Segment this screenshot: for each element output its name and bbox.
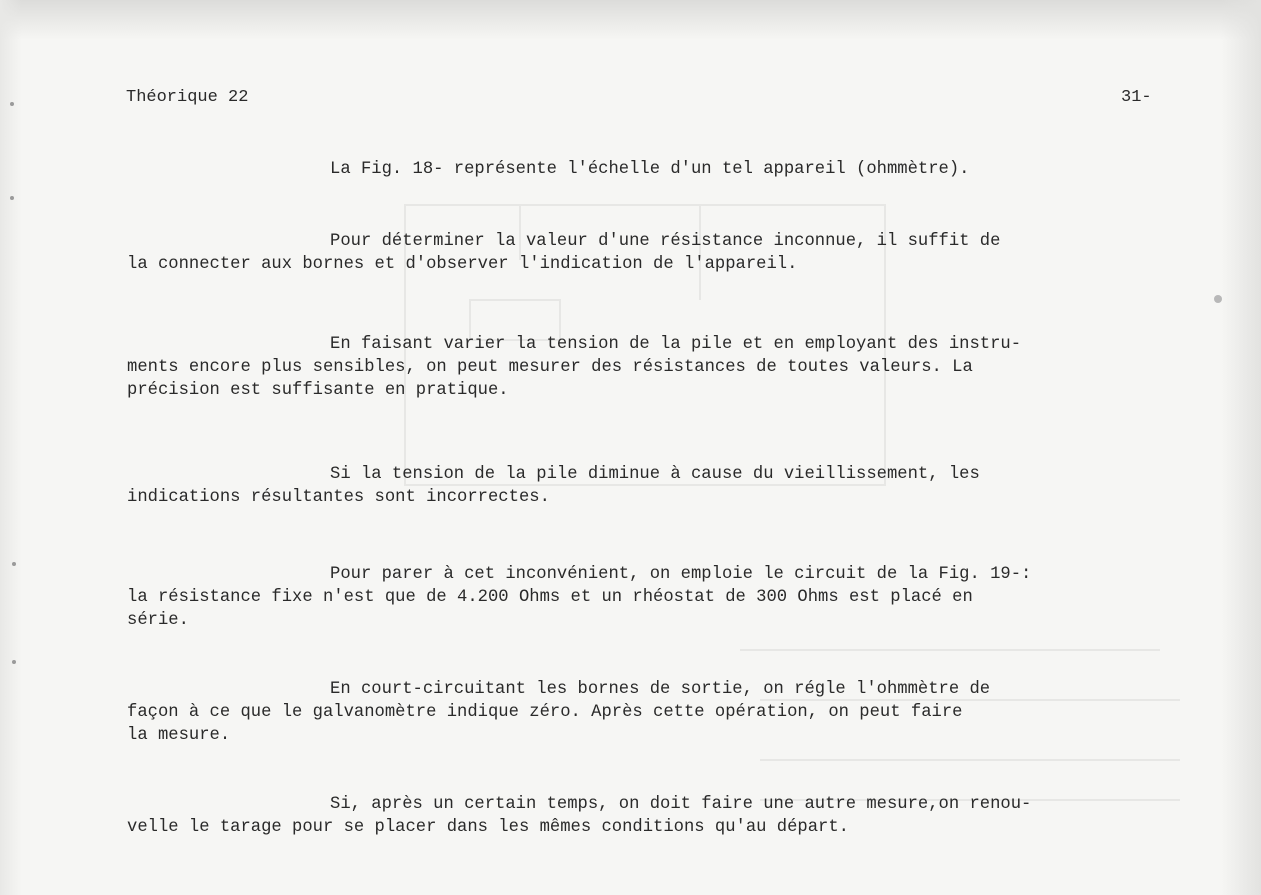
paragraph: Si la tension de la pile diminue à cause du vieillissement, les indications résultantes sont incorrectes. [127, 465, 980, 507]
page-blemish [1214, 295, 1222, 303]
margin-speck [10, 196, 14, 200]
margin-speck [12, 660, 16, 664]
paragraph: En faisant varier la tension de la pile et en employant des instru- ments encore plus sensibles, on peut mesurer des résistances de toutes valeurs. La précision est suffisante en pratique. [127, 335, 1022, 400]
margin-speck [12, 562, 16, 566]
margin-speck [10, 102, 14, 106]
paragraph: Pour déterminer la valeur d'une résistance inconnue, il suffit de la connecter aux bornes et d'observer l'indication de l'appareil. [127, 232, 1001, 274]
paragraph: Si, après un certain temps, on doit faire une autre mesure,on renou- velle le tarage pour se placer dans les mêmes conditions qu'au départ. [127, 795, 1032, 837]
page-number: 31- [1121, 88, 1152, 107]
section-title: Théorique 22 [126, 88, 249, 107]
paragraph: Pour parer à cet inconvénient, on emploie le circuit de la Fig. 19-: la résistance fixe n'est que de 4.200 Ohms et un rhéostat de 300 Ohms est placé en série. [127, 565, 1032, 630]
paragraph: La Fig. 18- représente l'échelle d'un tel appareil (ohmmètre). [330, 160, 970, 179]
paragraph: En court-circuitant les bornes de sortie, on régle l'ohmmètre de façon à ce que le galvanomètre indique zéro. Après cette opération, on peut faire la mesure. [127, 680, 991, 745]
